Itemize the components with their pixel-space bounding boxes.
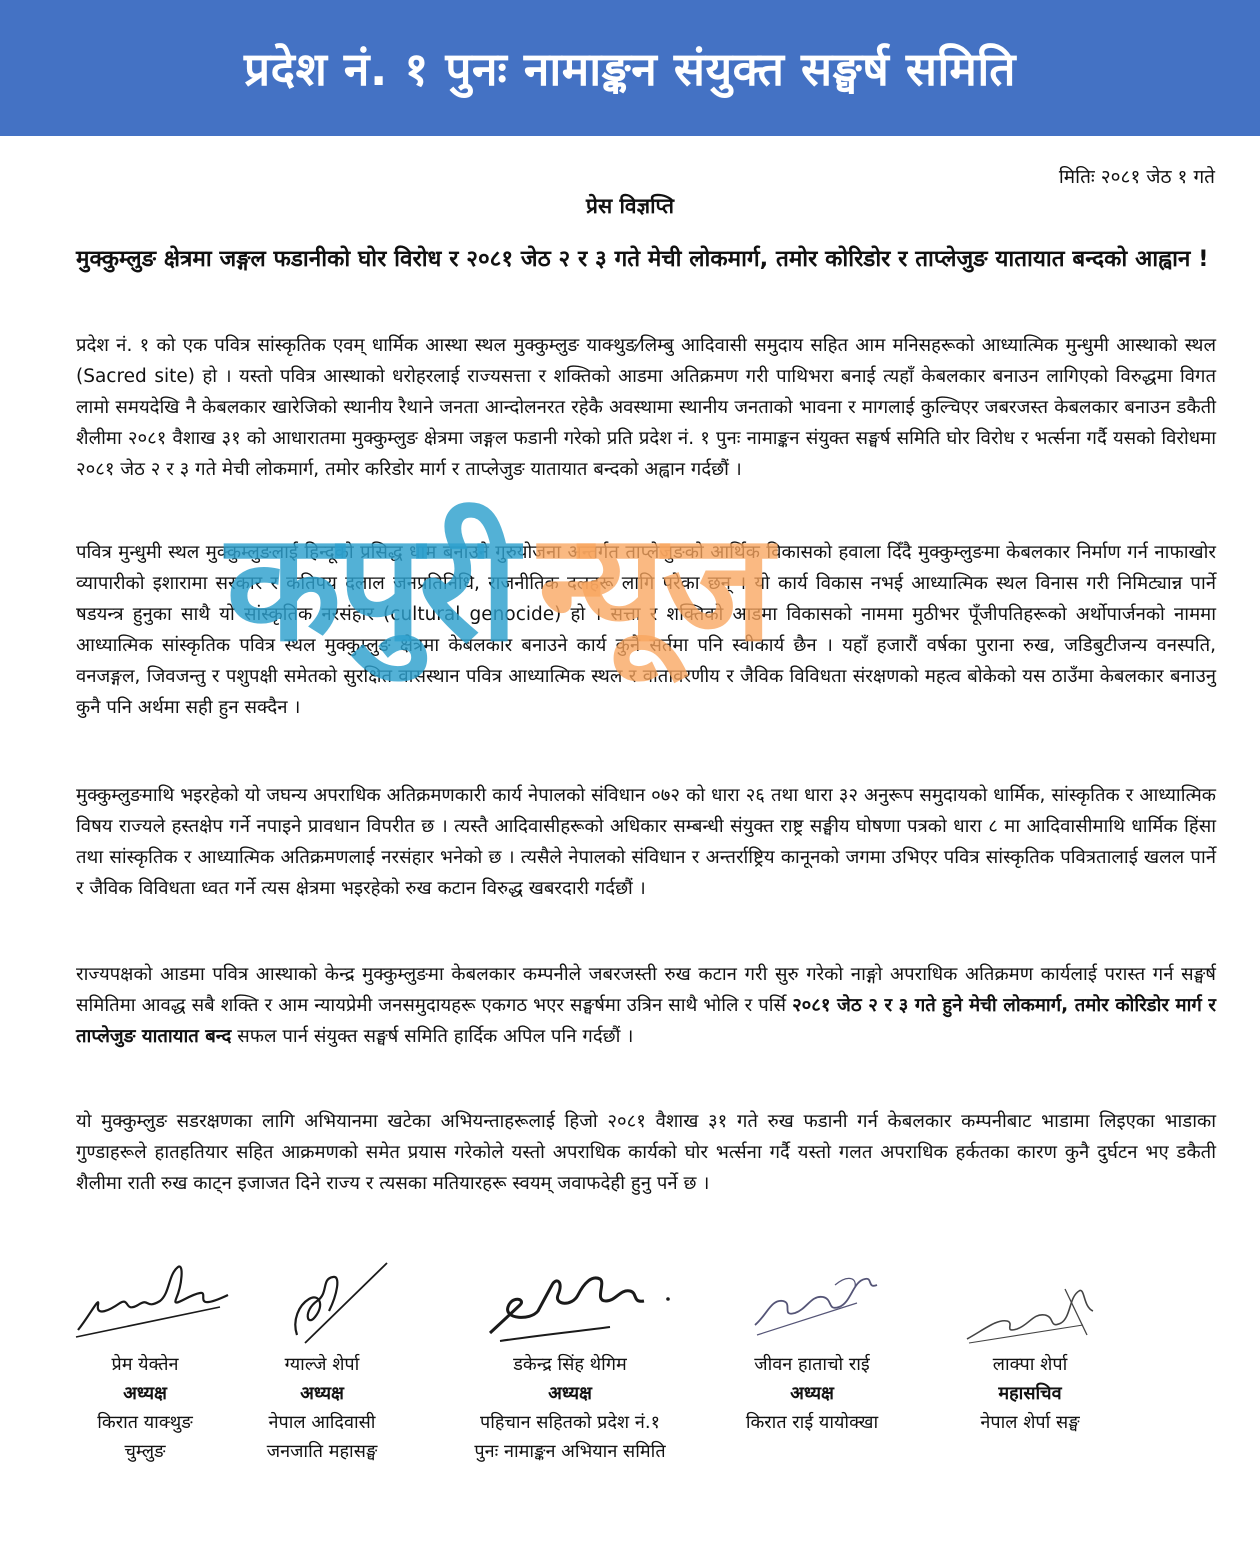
signature-4-image	[727, 1255, 897, 1350]
signatory-2	[232, 1255, 412, 1466]
watermark-part-1: कपुरी	[226, 501, 515, 675]
paragraph-1: प्रदेश नं. १ को एक पवित्र सांस्कृतिक एवम् धार्मिक आस्था स्थल मुक्कुम्लुङ याक्थुङ⁄लिम्बु आदिवासी समुदाय सहित आम मनिसहरूको आध्यात्मिक मुन्धुमी आस्थाको स्थल (Sacred site) हो । यस्तो पवित्र आस्थाको धरोहरलाई राज्यसत्ता र शक्तिको आडमा अतिक्रमण गरी पाथिभरा बनाई त्यहाँ केबलकार बनाउन लागिएको विरुद्धमा विगत लामो समयदेखि नै केबलकार खारेजिको स्थानीय रैथाने जनता आन्दोलनरत रहेकै अवस्थामा स्थानीय जनताको भावना र मागलाई कुल्चिएर जबरजस्त केबलकार बनाउन डकैती शैलीमा २०८१ वैशाख ३१ को आधारातमा मुक्कुम्लुङ क्षेत्रमा जङ्गल फडानी गरेको प्रति प्रदेश नं. १ पुनः नामाङ्कन संयुक्त सङ्घर्ष समिति घोर विरोध र भर्त्सना गर्दै यसको विरोधमा २०८१ जेठ २ र ३ गते मेची लोकमार्ग, तमोर करिडोर मार्ग र ताप्लेजुङ यातायात बन्दको अह्वान गर्दछौं ।	[76, 335, 1216, 480]
signatory-2-name: ग्याल्जे शेर्पा	[284, 1354, 360, 1375]
signatory-5-role: महासचिव	[998, 1383, 1062, 1404]
signatory-1	[55, 1255, 235, 1466]
paragraph-4-text-start: राज्यपक्षको आडमा पवित्र आस्थाको केन्द्र मुक्कुम्लुङमा केबलकार कम्पनीले जबरजस्ती रुख कटान गरी सुरु गरेको नाङ्गो अपराधिक अतिक्रमण कार्यलाई परास्त गर्न सङ्घर्ष समितिमा आवद्ध सबै शक्ति र आम न्यायप्रेमी जनसमुदायहरू एकगठ भएर सङ्घर्षमा उत्रिन साथै भोलि र पर्सि	[76, 964, 1216, 1016]
signatory-4-org-line-1: किरात राई यायोक्खा	[745, 1412, 879, 1433]
paragraph-3: मुक्कुम्लुङमाथि भइरहेको यो जघन्य अपराधिक अतिक्रमणकारी कार्य नेपालको संविधान ०७२ को धारा २६ तथा धारा ३२ अनुरूप समुदायको धार्मिक, सांस्कृतिक र आध्यात्मिक विषय राज्यले हस्तक्षेप गर्ने नपाइने प्रावधान विपरीत छ । त्यस्तै आदिवासीहरूको अधिकार सम्बन्धी संयुक्त राष्ट्र सङ्घीय घोषणा पत्रको धारा ८ मा आदिवासीमाथि धार्मिक हिंसा तथा सांस्कृतिक र आध्यात्मिक अतिक्रमणलाई नरसंहार भनेको छ । त्यसैले नेपालको संविधान र अन्तर्राष्ट्रिय कानूनको जगमा उभिएर पवित्र सांस्कृतिक पवित्रतालाई खलल पार्ने र जैविक विविधता ध्वत गर्ने त्यस क्षेत्रमा भइरहेको रुख कटान विरुद्ध खबरदारी गर्दछौं ।	[76, 785, 1217, 899]
paragraph-4-bold-text: २०८१ जेठ २ र ३ गते हुने मेची लोकमार्ग, तमोर कोरिडोर मार्ग र ताप्लेजुङ यातायात बन्द	[76, 995, 1216, 1047]
watermark-part-2: न्यूज	[538, 501, 770, 675]
paragraph-5: यो मुक्कुम्लुङ सडरक्षणका लागि अभियानमा खटेका अभियन्ताहरूलाई हिजो २०८१ वैशाख ३१ गते रुख फडानी गर्न केबलकार कम्पनीबाट भाडामा लिइएका भाडाका गुण्डाहरूले हातहतियार सहित आक्रमणको समेत प्रयास गरेकोले यस्तो अपराधिक कार्यको घोर भर्त्सना गर्दै यस्तो गलत अपराधिक हर्कतका कारण कुनै दुर्घटन भए डकैती शैलीमा राती रुख काट्न इजाजत दिने राज्य र त्यसका मतियारहरू स्वयम् जवाफदेही हुनु पर्ने छ ।	[76, 1111, 1216, 1194]
signatory-4-role: अध्यक्ष	[790, 1383, 834, 1404]
signature-1-image	[60, 1255, 230, 1350]
signatory-5-name: लाक्पा शेर्पा	[992, 1354, 1068, 1375]
signatory-1-org-line-1: किरात याक्थुङ	[97, 1412, 193, 1433]
signatory-5	[940, 1255, 1120, 1437]
signatory-3	[425, 1255, 715, 1466]
signatory-4	[712, 1255, 912, 1437]
signatory-3-org-line-2: पुनः नामाङ्कन अभियान समिति	[474, 1441, 666, 1462]
header-banner	[0, 0, 1260, 136]
signature-2-image	[237, 1255, 407, 1350]
signature-5-image	[945, 1255, 1115, 1350]
signature-3-image	[460, 1255, 680, 1350]
signatory-3-org-line-1: पहिचान सहितको प्रदेश नं.१	[480, 1412, 660, 1433]
paragraph-2: पवित्र मुन्धुमी स्थल मुक्कुम्लुङलाई हिन्दूको प्रसिद्ध धाम बनाउने गुरुयोजना अन्तर्गत ताप्लेजुङको आर्थिक विकासको हवाला दिँदै मुक्कुम्लुङमा केबलकार निर्माण गर्न नाफाखोर व्यापारीको इशारामा सरकार र कतिपय दलाल जनप्रतिनिधि, राजनीतिक दलहरू लागि परेका छन् । यो कार्य विकास नभई आध्यात्मिक स्थल विनास गरी निमिट्यान्न पार्ने षडयन्त्र हुनुका साथै यो सांस्कृतिक नरसंहार (cultural genocide) हो । सत्ता र शक्तिको आडमा विकासको नाममा मुठीभर पूँजीपतिहरूको अर्थोपार्जनको नाममा आध्यात्मिक सांस्कृतिक पवित्र स्थल मुक्कुम्लुङ क्षेत्रमा केबलकार बनाउने कार्य कुनै सर्तमा पनि स्वीकार्य छैन । यहाँ हजारौं वर्षका पुराना रुख, जडिबुटीजन्य वनस्पति, वनजङ्गल, जिवजन्तु र पशुपक्षी समेतको सुरक्षित वासस्थान पवित्र आध्यात्मिक स्थल र वातावरणीय र जैविक विविधता संरक्षणको महत्व बोकेको यस ठाउँमा केबलकार बनाउनु कुनै पनि अर्थमा सही हुन सक्दैन ।	[76, 542, 1216, 718]
headline: मुक्कुम्लुङ क्षेत्रमा जङ्गल फडानीको घोर विरोध र २०८१ जेठ २ र ३ गते मेची लोकमार्ग, तमोर कोरिडोर र ताप्लेजुङ यातायात बन्दको आह्वान !	[76, 246, 1209, 272]
signatory-1-org-line-2: चुम्लुङ	[124, 1441, 166, 1462]
signatory-1-name: प्रेम येक्तेन	[111, 1354, 179, 1375]
press-release-title: प्रेस विज्ञप्ति	[586, 194, 674, 218]
signatory-3-name: डकेन्द्र सिंह थेगिम	[513, 1354, 627, 1375]
signatory-5-org-line-1: नेपाल शेर्पा सङ्घ	[980, 1412, 1080, 1433]
signatory-3-role: अध्यक्ष	[548, 1383, 592, 1404]
paragraph-4	[76, 959, 1216, 1052]
paragraph-4-text-end: सफल पार्न संयुक्त सङ्घर्ष समिति हार्दिक अपिल पनि गर्दछौं ।	[231, 1026, 634, 1047]
signatory-1-role: अध्यक्ष	[123, 1383, 167, 1404]
signatory-2-org-line-2: जनजाति महासङ्घ	[266, 1441, 378, 1462]
date: मितिः २०८१ जेठ १ गते	[1058, 166, 1215, 188]
signatory-4-name: जीवन हाताचो राई	[754, 1354, 870, 1375]
signatory-2-role: अध्यक्ष	[300, 1383, 344, 1404]
header-title: प्रदेश नं. १ पुनः नामाङ्कन संयुक्त सङ्घर्ष समिति	[244, 42, 1016, 96]
signatory-2-org-line-1: नेपाल आदिवासी	[268, 1412, 376, 1433]
